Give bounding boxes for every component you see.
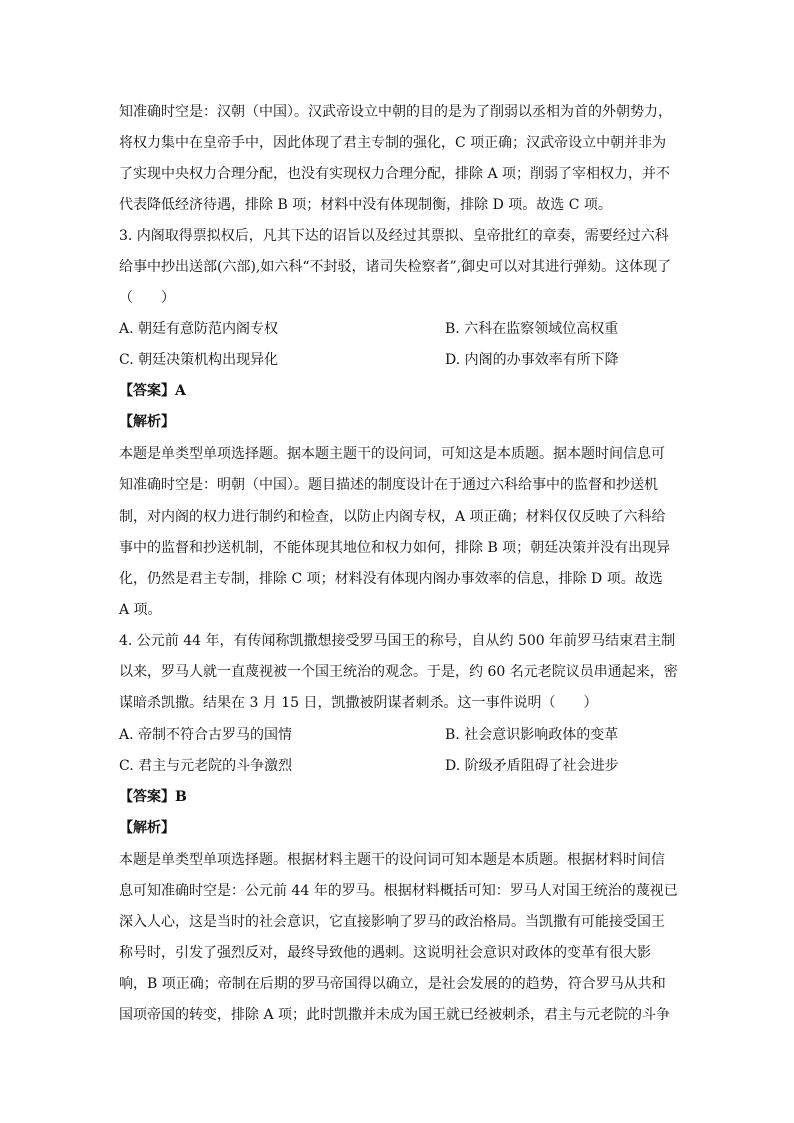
- q4-analysis-label: 【解析】: [119, 820, 175, 836]
- q4-option-c: C. 君主与元老院的斗争激烈: [119, 758, 293, 774]
- q3-analysis-line: 制，对内阁的权力进行制约和检查，以防止内阁专权，A 项正确；材料仅仅反映了六科给: [119, 509, 666, 525]
- text-line: 了实现中央权力合理分配，也没有实现权力合理分配，排除 A 项；削弱了宰相权力，并不: [119, 166, 671, 182]
- q4-analysis-line: 响，B 项正确；帝制在后期的罗马帝国得以确立，是社会发展的的趋势，符合罗马从共和: [119, 976, 666, 992]
- q3-option-d: D. 内阁的办事效率有所下降: [445, 352, 619, 368]
- q4-option-b: B. 社会意识影响政体的变革: [445, 727, 619, 743]
- question-4-stem: 以来，罗马人就一直蔑视被一个国王统治的观念。于是，约 60 名元老院议员串通起来，密: [119, 664, 678, 680]
- q3-analysis-line: 化，仍然是君主专制，排除 C 项；材料没有体现内阁办事效率的信息，排除 D 项。故选: [119, 571, 663, 587]
- q3-analysis-line: 本题是单类型单项选择题。据本题主题干的设问词，可知这是本质题。据本题时间信息可: [119, 446, 665, 462]
- q3-option-c: C. 朝廷决策机构出现异化: [119, 352, 279, 368]
- text-line: 知准确时空是：汉朝（中国）。汉武帝设立中朝的目的是为了削弱以丞相为首的外朝势力，: [119, 104, 672, 120]
- q4-analysis-line: 息可知准确时空是：公元前 44 年的罗马。根据材料概括可知：罗马人对国王统治的蔑视已: [119, 883, 678, 899]
- q4-analysis-line: 本题是单类型单项选择题。根据材料主题干的设问词可知本题是本质题。根据材料时间信: [119, 852, 665, 868]
- question-4-stem: 谋暗杀凯撒。结果在 3 月 15 日，凯撒被阴谋者刺杀。这一事件说明（ ）: [119, 695, 598, 711]
- q4-option-a: A. 帝制不符合古罗马的国情: [119, 727, 293, 743]
- q3-analysis-line: A 项。: [119, 602, 162, 618]
- question-4-options-row: [119, 756, 679, 776]
- q3-option-b: B. 六科在监察领域位高权重: [445, 321, 619, 337]
- q4-analysis-line: 深入人心，这是当时的社会意识，它直接影响了罗马的政治格局。当凯撒有可能接受国王: [119, 914, 665, 930]
- text-line: 代表降低经济待遇，排除 B 项；材料中没有体现制衡，排除 D 项。故选 C 项。: [119, 197, 612, 213]
- q4-analysis-line: 称号时，引发了强烈反对，最终导致他的遇刺。这说明社会意识对政体的变革有很大影: [119, 945, 651, 961]
- question-3-stem: 3. 内阁取得票拟权后，凡其下达的诏旨以及经过其票拟、皇帝批红的章奏，需要经过六科: [119, 228, 669, 244]
- question-4-stem: 4. 公元前 44 年，有传闻称凯撒想接受罗马国王的称号，自从约 500 年前罗马结束君主制: [119, 633, 676, 649]
- question-3-options-row: [119, 319, 679, 339]
- question-4-options-row: [119, 725, 679, 745]
- q3-analysis-line: 事中的监督和抄送机制，不能体现其地位和权力如何，排除 B 项；朝廷决策并没有出现异: [119, 540, 671, 556]
- question-3-options-row: [119, 350, 679, 370]
- q3-analysis-line: 知准确时空是：明朝（中国）。题目描述的制度设计在于通过六科给事中的监督和抄送机: [119, 477, 658, 493]
- q3-answer: 【答案】A: [119, 383, 186, 399]
- q4-option-d: D. 阶级矛盾阻碍了社会进步: [445, 758, 619, 774]
- question-3-stem: 给事中抄出送部(六部),如六科“不封驳，诸司失检察者”,御史可以对其进行弹劾。这体现了: [119, 259, 672, 275]
- q3-option-a: A. 朝廷有意防范内阁专权: [119, 321, 279, 337]
- q4-answer: 【答案】B: [119, 789, 187, 805]
- text-line: 将权力集中在皇帝手中，因此体现了君主专制的强化，C 项正确；汉武帝设立中朝并非为: [119, 135, 667, 151]
- q4-analysis-line: 国项帝国的转变，排除 A 项；此时凯撒并未成为国王就已经被刺杀，君主与元老院的斗争: [119, 1007, 671, 1023]
- q3-analysis-label: 【解析】: [119, 414, 175, 430]
- question-3-blank: （ ）: [119, 290, 175, 306]
